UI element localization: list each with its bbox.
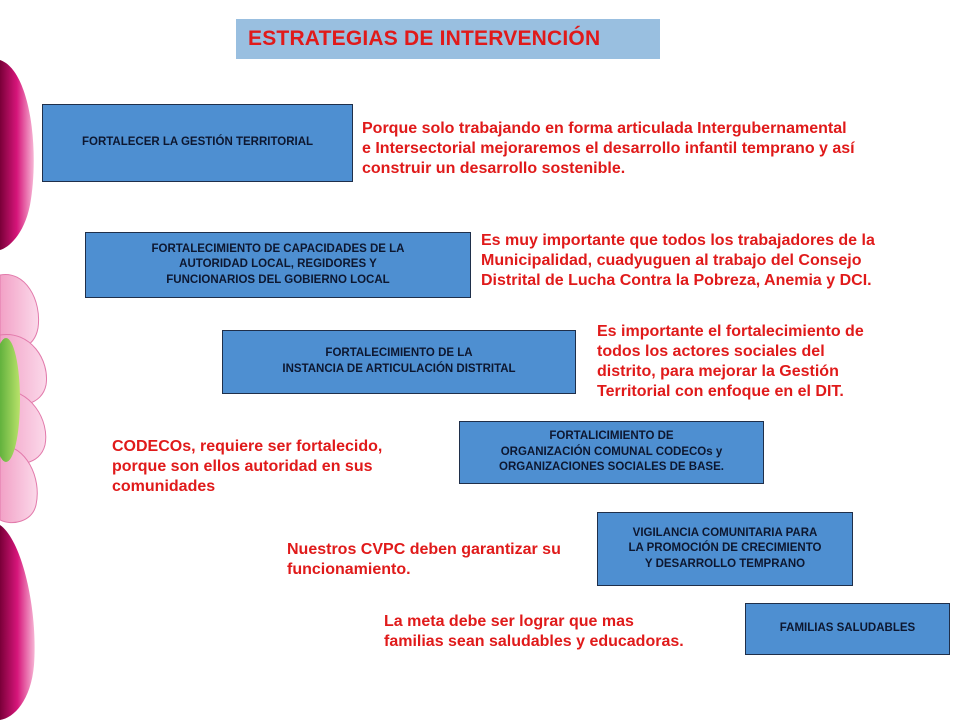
strategy-box-codecos: FORTALICIMIENTO DE ORGANIZACIÓN COMUNAL CODECOs y ORGANIZACIONES SOCIALES DE BASE. <box>459 421 764 484</box>
strategy-box-articulacion: FORTALECIMIENTO DE LA INSTANCIA DE ARTICULACIÓN DISTRITAL <box>222 330 576 394</box>
strategy-note-capacidades: Es muy importante que todos los trabajadores de la Municipalidad, cuadyuguen al trabajo del Consejo Distrital de Lucha Contra la Pobreza, Anemia y DCI. <box>481 232 875 289</box>
strategy-note-territorial: Porque solo trabajando en forma articulada Intergubernamental e Intersectorial mejoraremos el desarrollo infantil temprano y así construir un desarrollo sostenible. <box>362 120 855 177</box>
strategy-note-vigilancia: Nuestros CVPC deben garantizar su funcionamiento. <box>287 541 561 578</box>
strategy-box-capacidades: FORTALECIMIENTO DE CAPACIDADES DE LA AUTORIDAD LOCAL, REGIDORES Y FUNCIONARIOS DEL GOBIERNO LOCAL <box>85 232 471 298</box>
strategy-box-territorial: FORTALECER LA GESTIÓN TERRITORIAL <box>42 104 353 182</box>
strategy-note-codecos: CODECOs, requiere ser fortalecido, porque son ellos autoridad en sus comunidades <box>112 438 383 495</box>
strategy-box-vigilancia: VIGILANCIA COMUNITARIA PARA LA PROMOCIÓN DE CRECIMIENTO Y DESARROLLO TEMPRANO <box>597 512 853 586</box>
strategy-note-familias: La meta debe ser lograr que mas familias sean saludables y educadoras. <box>384 613 684 650</box>
strategy-box-familias: FAMILIAS SALUDABLES <box>745 603 950 655</box>
page-title: ESTRATEGIAS DE INTERVENCIÓN <box>236 19 660 59</box>
strategy-note-articulacion: Es importante el fortalecimiento de todos los actores sociales del distrito, para mejorar la Gestión Territorial con enfoque en el DIT. <box>597 323 864 400</box>
